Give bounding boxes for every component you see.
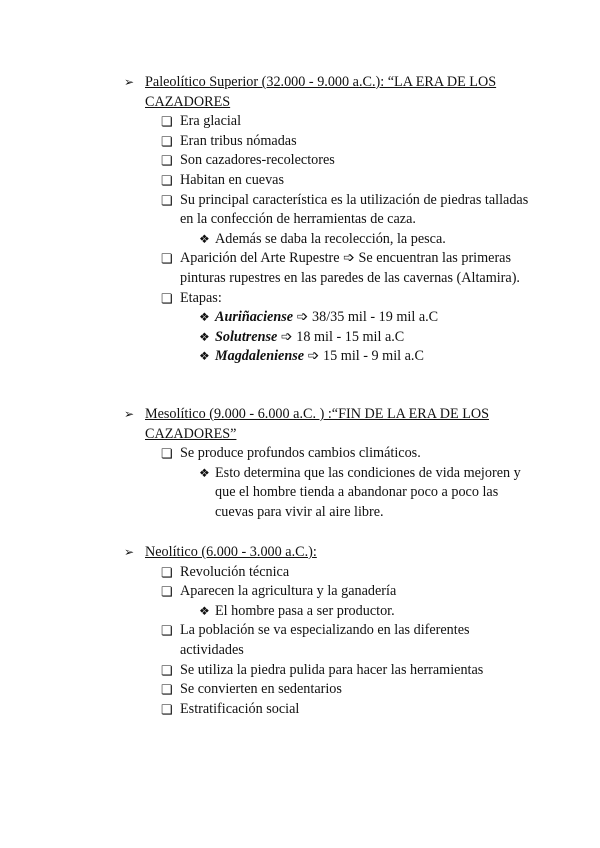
stage-name: Auriñaciense [215,309,294,326]
arrowhead-bullet-icon: ➢ [124,407,135,421]
checkbox-bullet-icon: ❏ [161,172,173,188]
diamond-bullet-icon: ❖ [199,329,210,344]
list-item-text: Son cazadores-recolectores [180,152,335,169]
list-item [0,151,530,171]
diamond-bullet-icon: ❖ [199,310,210,325]
section-paleolitico [0,73,600,367]
arrowhead-bullet-icon: ➢ [124,545,135,559]
list-item [0,249,530,288]
checkbox-bullet-icon: ❏ [161,701,173,717]
list-item-text: Era glacial [180,113,242,130]
checkbox-bullet-icon: ❏ [161,564,173,580]
list-item-text: La población se va especializando en las diferentes actividades [180,622,470,658]
checkbox-bullet-icon: ❏ [161,290,173,306]
sub-list-item [0,602,525,622]
diamond-bullet-icon: ❖ [199,231,210,246]
checkbox-bullet-icon: ❏ [161,133,173,149]
sub-list-item [0,464,525,523]
diamond-bullet-icon: ❖ [199,603,210,618]
diamond-bullet-icon: ❖ [199,349,210,364]
heading-text: Paleolítico Superior (32.000 - 9.000 a.C.): “LA ERA DE LOS CAZADORES [145,74,497,110]
stage-dates: ➩ 15 mil - 9 mil a.C [304,348,424,365]
list-item-text: Aparición del Arte Rupestre ➩ Se encuentran las primeras pinturas rupestres en las paredes de las cavernas (Altamira). [180,250,520,286]
sub-list-item [0,328,525,348]
checkbox-bullet-icon: ❏ [161,114,173,130]
sub-list-item [0,347,525,367]
checkbox-bullet-icon: ❏ [161,153,173,169]
list-item [0,112,530,132]
list-item-text: Habitan en cuevas [180,171,284,188]
section-mesolitico [0,405,600,523]
stage-name: Magdaleniense [215,348,305,365]
list-item-text: Su principal característica es la utilización de piedras talladas en la confección de herramientas de caza. [180,191,529,228]
list-item-text: Estratificación social [180,700,300,717]
section-heading [0,543,515,563]
section-heading [0,73,515,112]
checkbox-bullet-icon: ❏ [161,623,173,639]
list-item [0,191,530,230]
checkbox-bullet-icon: ❏ [161,662,173,678]
sub-item-text: Esto determina que las condiciones de vida mejoren y que el hombre tienda a abandonar poco a poco las cuevas para vivir al aire libre. [215,464,521,520]
checkbox-bullet-icon: ❏ [161,682,173,698]
list-item-text: Se utiliza la piedra pulida para hacer las herramientas [180,661,484,678]
list-item [0,132,530,152]
stage-name: Solutrense [215,328,278,345]
checkbox-bullet-icon: ❏ [161,446,173,462]
checkbox-bullet-icon: ❏ [161,192,173,208]
list-item [0,700,530,720]
heading-text: Neolítico (6.000 - 3.000 a.C.): [145,544,317,560]
list-item-text: Se convierten en sedentarios [180,681,342,698]
list-item [0,444,530,464]
sub-list-item [0,230,525,250]
stage-dates: ➩ 18 mil - 15 mil a.C [277,328,405,345]
checkbox-bullet-icon: ❏ [161,251,173,267]
list-item [0,171,530,191]
diamond-bullet-icon: ❖ [199,465,210,480]
stage-dates: ➩ 38/35 mil - 19 mil a.C [293,309,439,326]
sub-item-text: El hombre pasa a ser productor. [215,602,395,619]
section-neolitico [0,543,600,719]
section-heading [0,405,515,444]
list-item-text: Aparecen la agricultura y la ganadería [180,583,397,600]
list-item [0,621,530,660]
list-item [0,661,530,681]
list-item-text: Eran tribus nómadas [180,132,297,149]
heading-text: Mesolítico (9.000 - 6.000 a.C. ) :“FIN DE LA ERA DE LOS CAZADORES” [145,406,490,442]
list-item [0,582,530,602]
list-item-text: Se produce profundos cambios climáticos. [180,445,421,462]
list-item [0,289,530,309]
list-item [0,680,530,700]
list-item [0,563,530,583]
arrowhead-bullet-icon: ➢ [124,75,135,89]
list-item-text: Revolución técnica [180,563,290,580]
sub-item-text: Además se daba la recolección, la pesca. [215,230,446,247]
list-item-text: Etapas: [180,289,222,306]
sub-list-item [0,308,525,328]
checkbox-bullet-icon: ❏ [161,584,173,600]
